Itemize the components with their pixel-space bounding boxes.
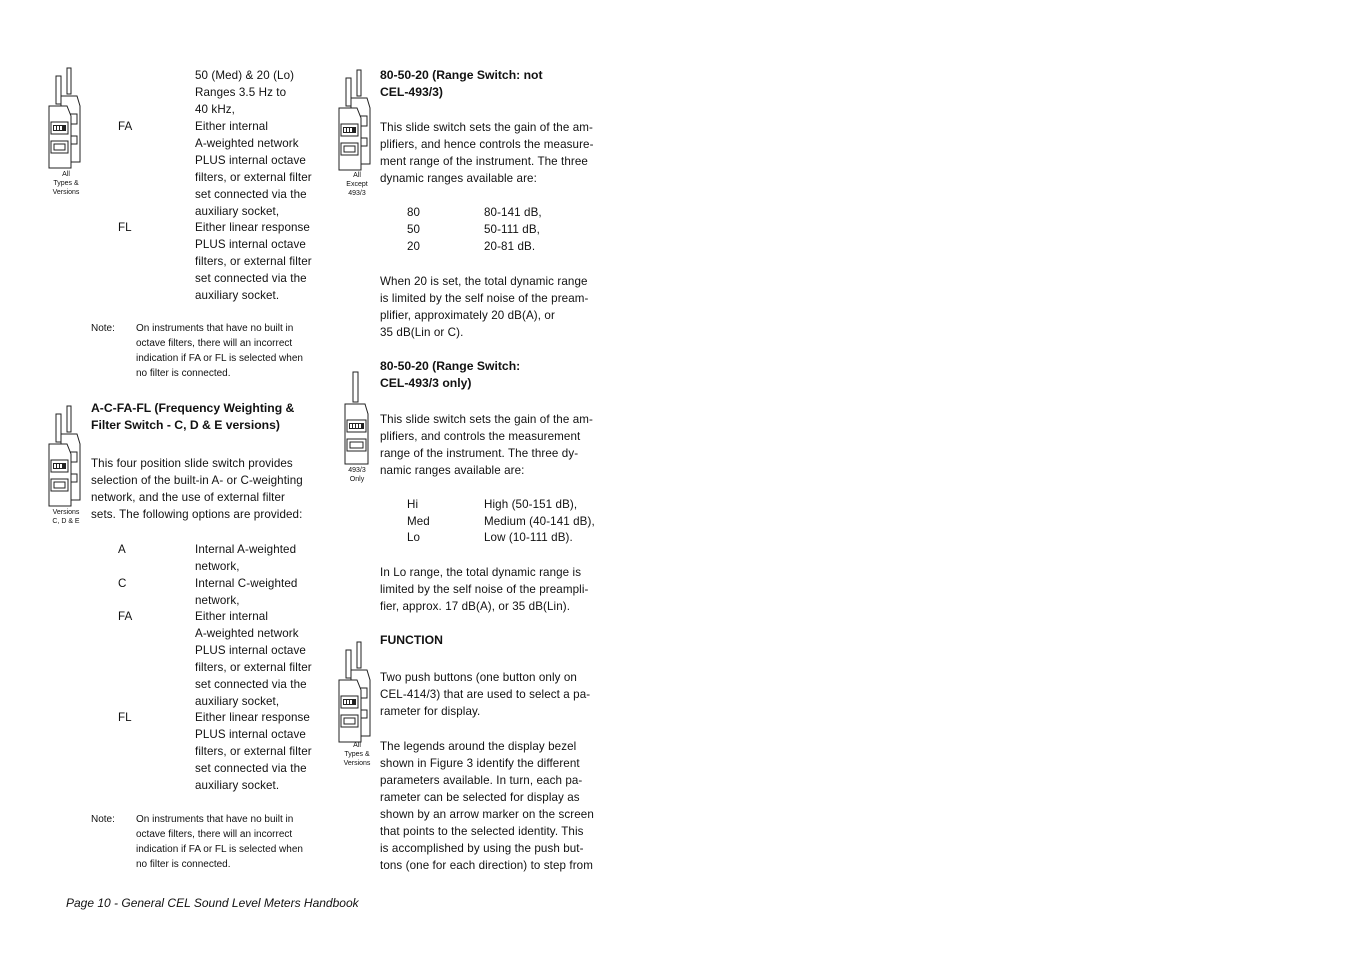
icon-caption-all-types: All Types & Versions: [343, 742, 371, 767]
section-paragraph: The legends around the display bezel shown in Figure 3 identify the different parameters available. In turn, each pa- rameter can be selected for display as shown by an arrow marker on the screen that points to the selected identity. This is accomplished by using the push but- tons (one for each direction) to step from: [380, 740, 594, 872]
section-heading-range-switch: 80-50-20 (Range Switch: not CEL-493/3): [380, 68, 543, 99]
option-desc-c: Internal C-weighted network,: [195, 577, 298, 607]
section-paragraph: Two push buttons (one button only on CEL-414/3) that are used to select a pa- rameter for display.: [380, 671, 591, 718]
range-table-key: Lo: [407, 531, 421, 544]
note-text: On instruments that have no built in octave filters, there will an incorrect indication if FA or FL is selected when no filter is connected.: [136, 323, 303, 379]
option-desc-fa: Either internal A-weighted network PLUS internal octave filters, or external filter set connected via the auxiliary socket,: [195, 610, 312, 708]
range-table-value: Medium (40-141 dB),: [484, 515, 595, 528]
option-key-fa: FA: [118, 610, 133, 623]
section-intro: This slide switch sets the gain of the am- plifiers, and controls the measurement range of the instrument. The three dy- namic ranges available are:: [380, 413, 593, 477]
option-desc-a: Internal A-weighted network,: [195, 543, 297, 573]
icon-caption-versions-cde: Versions C, D & E: [52, 509, 80, 525]
option-desc-fl: Either linear response PLUS internal octave filters, or external filter set connected via the auxiliary socket.: [195, 221, 312, 302]
option-desc-fa: Either internal A-weighted network PLUS internal octave filters, or external filter set connected via the auxiliary socket,: [195, 120, 312, 218]
sound-meter-icon: [341, 370, 373, 468]
range-table-key: Med: [407, 515, 430, 528]
range-table-row: 20: [407, 240, 421, 253]
range-table-value: Low (10-111 dB).: [484, 531, 573, 544]
range-table-value: High (50-151 dB),: [484, 498, 578, 511]
icon-caption-493-only: 493/3 Only: [348, 467, 366, 483]
option-key-fa: FA: [118, 120, 133, 133]
range-table-row: 50: [407, 223, 421, 236]
note-label: Note:: [91, 814, 115, 825]
section-heading-function: FUNCTION: [380, 633, 443, 647]
sound-meter-icon: [47, 404, 83, 509]
option-key-c: C: [118, 577, 127, 590]
option-desc-fl: Either linear response PLUS internal octave filters, or external filter set connected via the auxiliary socket.: [195, 711, 312, 792]
note-text: On instruments that have no built in octave filters, there will an incorrect indication if FA or FL is selected when no filter is connected.: [136, 814, 303, 870]
range-table-value: 20-81 dB.: [484, 240, 536, 253]
icon-caption-all-types: All Types & Versions: [52, 171, 80, 196]
section-paragraph: When 20 is set, the total dynamic range is limited by the self noise of the pream- plifier, approximately 20 dB(A), or 35 dB(Lin or C).: [380, 275, 589, 339]
icon-caption-all-except: All Except 493/3: [346, 172, 368, 197]
range-table-row: 80: [407, 206, 421, 219]
section-intro: This four position slide switch provides selection of the built-in A- or C-weighting network, and the use of external filter sets. The following options are provided:: [91, 457, 303, 521]
option-key-fl: FL: [118, 711, 132, 724]
range-table-value: 50-111 dB,: [484, 223, 541, 236]
sound-meter-icon: [337, 68, 373, 173]
option-key-fl: FL: [118, 221, 132, 234]
option-key-a: A: [118, 543, 126, 556]
section-heading-frequency-weighting: A-C-FA-FL (Frequency Weighting & Filter Switch - C, D & E versions): [91, 401, 295, 432]
sound-meter-icon: [337, 640, 373, 745]
page-footer: Page 10 - General CEL Sound Level Meters Handbook: [66, 896, 359, 910]
range-table-key: Hi: [407, 498, 419, 511]
sound-meter-icon: [47, 66, 83, 171]
range-table-value: 80-141 dB,: [484, 206, 542, 219]
option-continuation: 50 (Med) & 20 (Lo) Ranges 3.5 Hz to 40 kHz,: [195, 69, 295, 116]
note-label: Note:: [91, 323, 115, 334]
section-paragraph: In Lo range, the total dynamic range is limited by the self noise of the preampli- fier, approx. 17 dB(A), or 35 dB(Lin).: [380, 566, 589, 613]
section-heading-range-switch-493: 80-50-20 (Range Switch: CEL-493/3 only): [380, 359, 521, 390]
section-intro: This slide switch sets the gain of the am- plifiers, and hence controls the measure- ment range of the instrument. The three dynamic ranges available are:: [380, 121, 594, 185]
